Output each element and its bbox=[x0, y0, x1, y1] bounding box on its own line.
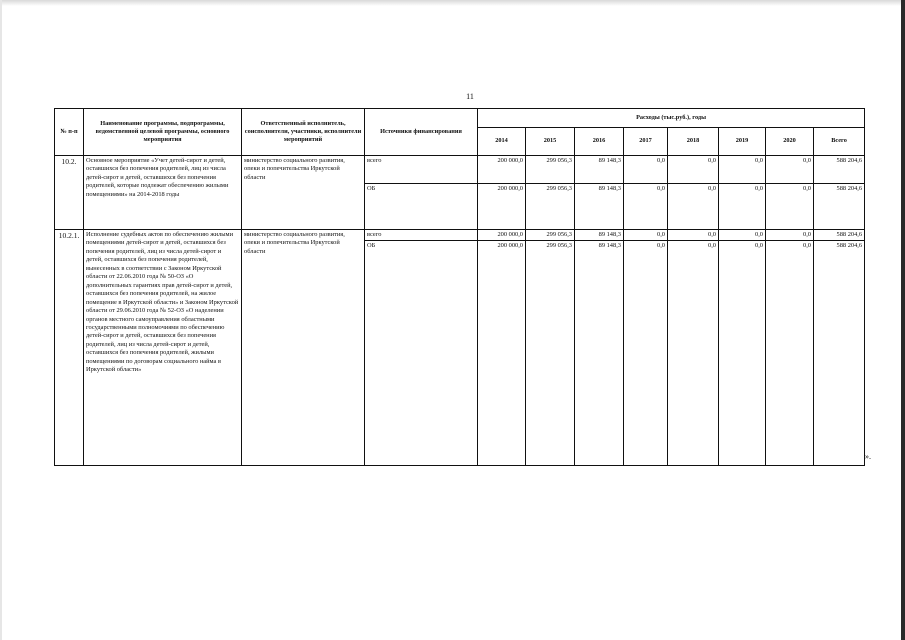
scan-edge-top bbox=[0, 0, 905, 6]
value-2016: 89 148,3 bbox=[575, 184, 624, 230]
value-2015: 299 056,3 bbox=[526, 156, 575, 184]
table-row bbox=[55, 230, 865, 241]
header-year-2014: 2014 bbox=[478, 128, 526, 156]
header-sources: Источники финансирования bbox=[365, 109, 478, 156]
table-row bbox=[55, 156, 865, 184]
value-2016: 89 148,3 bbox=[575, 241, 624, 466]
value-total: 588 204,6 bbox=[814, 241, 865, 466]
header-year-2017: 2017 bbox=[624, 128, 668, 156]
value-2018: 0,0 bbox=[668, 184, 719, 230]
value-2018: 0,0 bbox=[668, 156, 719, 184]
row-number: 10.2. bbox=[55, 156, 84, 230]
value-2018: 0,0 bbox=[668, 241, 719, 466]
value-2014: 200 000,0 bbox=[478, 230, 526, 241]
value-2018: 0,0 bbox=[668, 230, 719, 241]
funding-source: всего bbox=[365, 156, 478, 184]
scan-edge-right bbox=[901, 0, 905, 640]
measure-executor: министерство социального развития, опеки и попечительства Иркутской области bbox=[242, 156, 365, 230]
measure-executor: министерство социального развития, опеки и попечительства Иркутской области bbox=[242, 230, 365, 466]
header-executor: Ответственный исполнитель, соисполнители, участники, исполнители мероприятий bbox=[242, 109, 365, 156]
value-2019: 0,0 bbox=[719, 230, 766, 241]
value-2014: 200 000,0 bbox=[478, 241, 526, 466]
value-2019: 0,0 bbox=[719, 156, 766, 184]
value-2020: 0,0 bbox=[766, 230, 814, 241]
value-2015: 299 056,3 bbox=[526, 230, 575, 241]
value-2015: 299 056,3 bbox=[526, 184, 575, 230]
value-2014: 200 000,0 bbox=[478, 156, 526, 184]
value-2019: 0,0 bbox=[719, 184, 766, 230]
value-2014: 200 000,0 bbox=[478, 184, 526, 230]
value-2015: 299 056,3 bbox=[526, 241, 575, 466]
measure-name: Основное мероприятие «Учет детей-сирот и детей, оставшихся без попечения родителей, лиц из числа детей-сирот и детей, оставшихся без попечения родителей, которые подлежат обеспечению жилыми помещениями» на 2014-2018 годы bbox=[84, 156, 242, 230]
page-number: 11 bbox=[466, 92, 474, 101]
row-number: 10.2.1. bbox=[55, 230, 84, 466]
header-year-2020: 2020 bbox=[766, 128, 814, 156]
value-2017: 0,0 bbox=[624, 156, 668, 184]
value-2017: 0,0 bbox=[624, 230, 668, 241]
header-name: Наименование программы, подпрограммы, ведомственной целевой программы, основного мероприятия bbox=[84, 109, 242, 156]
header-expenses: Расходы (тыс.руб.), годы bbox=[478, 109, 865, 128]
closing-quote-mark: ». bbox=[865, 452, 871, 461]
value-2020: 0,0 bbox=[766, 241, 814, 466]
funding-source: ОБ bbox=[365, 184, 478, 230]
header-total: Всего bbox=[814, 128, 865, 156]
value-total: 588 204,6 bbox=[814, 230, 865, 241]
value-2020: 0,0 bbox=[766, 184, 814, 230]
header-year-2018: 2018 bbox=[668, 128, 719, 156]
funding-source: всего bbox=[365, 230, 478, 241]
funding-source: ОБ bbox=[365, 241, 478, 466]
scan-edge-left bbox=[0, 0, 2, 640]
value-2020: 0,0 bbox=[766, 156, 814, 184]
value-total: 588 204,6 bbox=[814, 184, 865, 230]
value-2019: 0,0 bbox=[719, 241, 766, 466]
value-2017: 0,0 bbox=[624, 184, 668, 230]
header-year-2019: 2019 bbox=[719, 128, 766, 156]
header-no: № п-п bbox=[55, 109, 84, 156]
measure-name: Исполнение судебных актов по обеспечению жилыми помещениями детей-сирот и детей, оставшихся без попечения родителей, лиц из числа детей-сирот и детей, оставшихся без попечения родителей, вынесенных в соответствии с Законом Иркутской области от 22.06.2010 года № 50-ОЗ «О дополнительных гарантиях прав детей-сирот и детей, оставшихся без попечения родителей, на жилое помещение в Иркутской области» и Законом Иркутской области от 29.06.2010 года № 52-ОЗ «О наделении органов местного самоуправления областными государственными полномочиями по обеспечению детей-сирот и детей, оставшихся без попечения родителей, лиц из числа детей-сирот и детей, оставшихся без попечения родителей, жилыми помещениями по договорам социального найма в Иркутской области» bbox=[84, 230, 242, 466]
header-year-2016: 2016 bbox=[575, 128, 624, 156]
value-2016: 89 148,3 bbox=[575, 230, 624, 241]
value-2017: 0,0 bbox=[624, 241, 668, 466]
value-total: 588 204,6 bbox=[814, 156, 865, 184]
header-year-2015: 2015 bbox=[526, 128, 575, 156]
expenses-table bbox=[54, 108, 865, 466]
value-2016: 89 148,3 bbox=[575, 156, 624, 184]
